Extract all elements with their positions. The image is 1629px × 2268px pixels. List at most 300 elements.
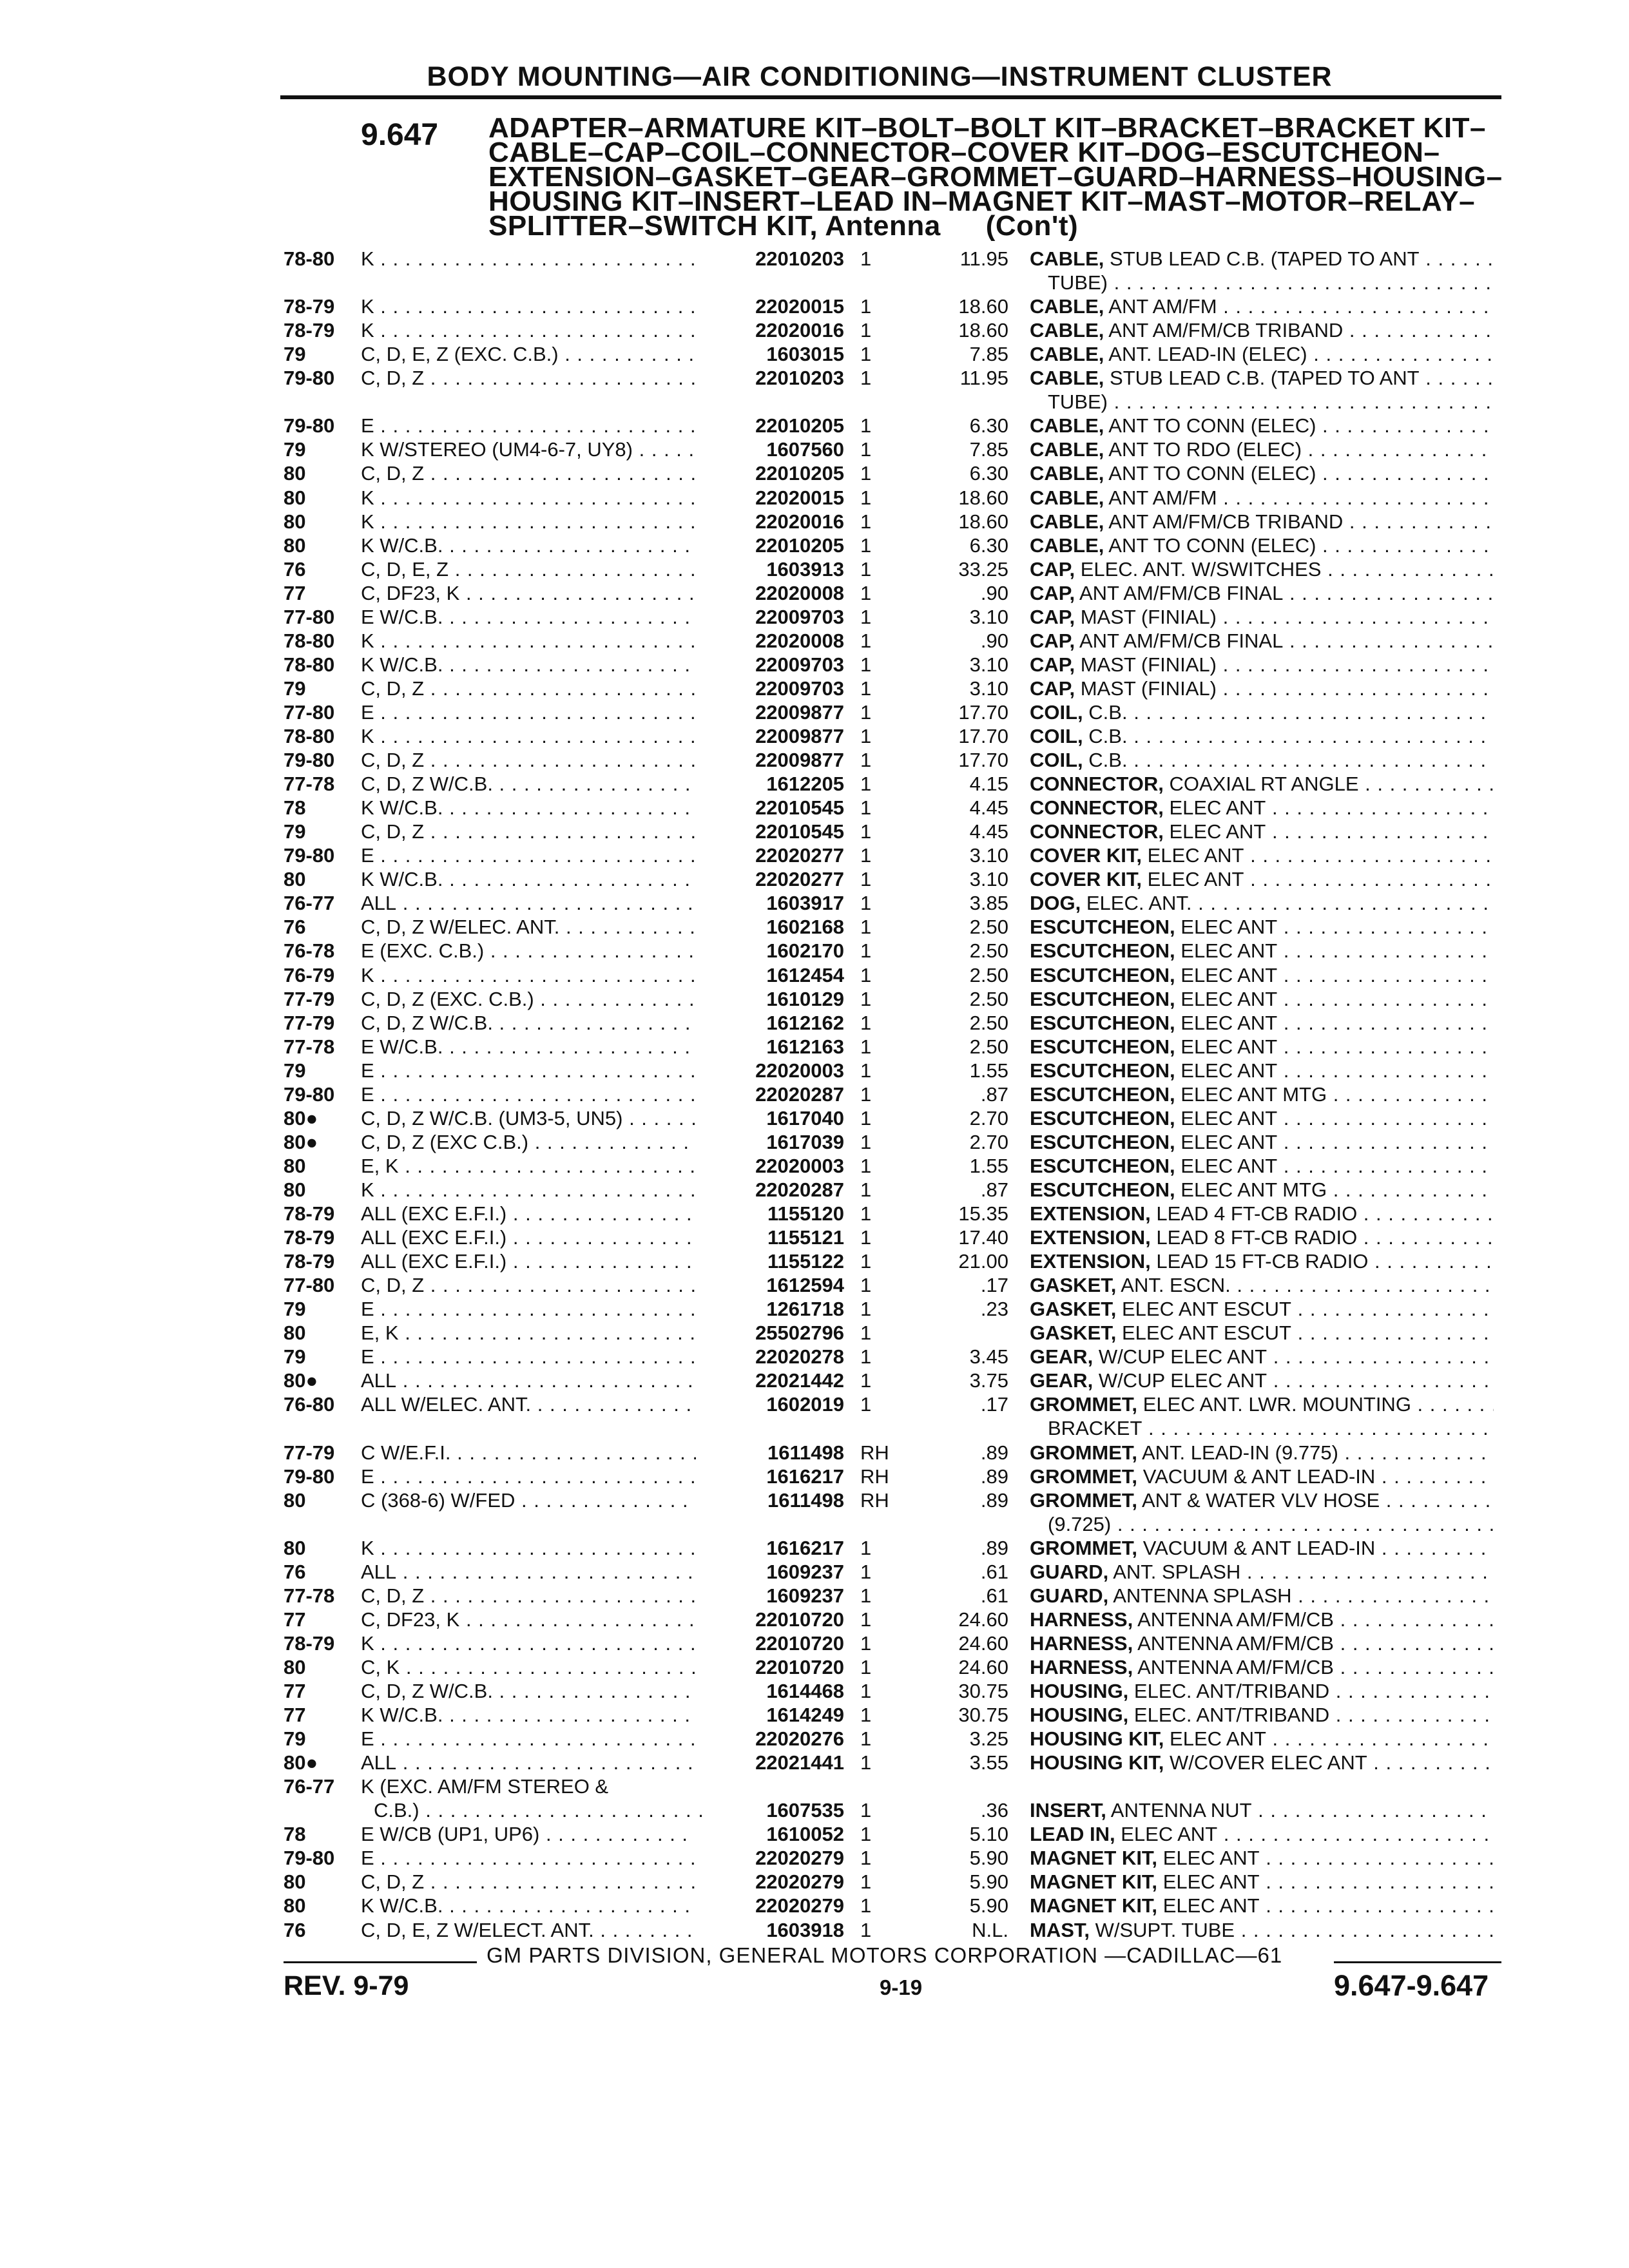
row-description [1030, 1561, 1494, 1584]
row-price: 2.70 [969, 1130, 1008, 1153]
row-part-name: CAP, [1030, 629, 1075, 652]
row-quantity: 1 [860, 1560, 872, 1583]
row-year: 80 [284, 1154, 306, 1177]
row-part-detail: LEAD 4 FT-CB RADIO [1156, 1202, 1358, 1225]
row-price: 4.15 [969, 773, 1008, 796]
row-part-name: CABLE, [1030, 510, 1104, 533]
table-row [0, 606, 1629, 629]
table-row [0, 1870, 1629, 1894]
row-quantity: 1 [860, 677, 872, 700]
table-row [0, 462, 1629, 485]
row-year: 77 [284, 1704, 306, 1727]
row-application: E . . . [361, 1083, 696, 1106]
row-price: .89 [980, 1488, 1008, 1512]
row-part-name: ESCUTCHEON, [1030, 1154, 1175, 1177]
table-row [0, 964, 1629, 987]
row-quantity: 1 [860, 1154, 872, 1177]
table-row [0, 820, 1629, 843]
row-price: 5.90 [969, 1847, 1008, 1870]
row-application: K . . . [361, 510, 696, 533]
row-part-number: 1155120 [767, 1202, 844, 1225]
row-part-number: 1603913 [766, 557, 844, 581]
row-price: 2.50 [969, 939, 1008, 963]
table-row [0, 1012, 1629, 1035]
row-part-name: CONNECTOR, [1030, 796, 1164, 820]
row-quantity: 1 [860, 1799, 872, 1822]
row-quantity: 1 [860, 1250, 872, 1273]
row-part-name: GUARD, [1030, 1584, 1109, 1607]
row-description [1030, 1059, 1494, 1082]
row-part-name: GUARD, [1030, 1560, 1109, 1583]
row-part-detail: ELEC ANT [1181, 1059, 1278, 1082]
row-part-name: COIL, [1030, 700, 1083, 724]
row-description [1030, 868, 1494, 891]
table-row [0, 1274, 1629, 1297]
row-description [1030, 1441, 1494, 1465]
table-row [0, 868, 1629, 891]
row-part-number: 1612454 [766, 963, 844, 986]
row-part-detail: ANT TO CONN (ELEC) [1108, 462, 1316, 485]
row-part-detail: ANT. ESCN. [1121, 1274, 1231, 1297]
table-row [0, 1178, 1629, 1202]
row-part-detail: STUB LEAD C.B. (TAPED TO ANT [1110, 367, 1420, 390]
row-year: 79 [284, 1298, 306, 1321]
row-price: 33.25 [958, 557, 1008, 581]
row-description [1030, 1584, 1494, 1608]
row-quantity: 1 [860, 1870, 872, 1894]
row-description [1030, 534, 1494, 557]
row-application: E . . . [361, 1298, 696, 1321]
row-part-detail: ELEC ANT [1181, 963, 1278, 986]
row-part-number: 1610129 [766, 987, 844, 1010]
row-year: 77 [284, 581, 306, 604]
row-part-detail: ELEC ANT [1181, 1011, 1278, 1034]
row-part-number: 1609237 [766, 1584, 844, 1607]
row-application: K (EXC. AM/FM STEREO & [361, 1775, 609, 1798]
row-price: .89 [980, 1441, 1008, 1464]
row-part-number: 22020287 [755, 1082, 844, 1106]
row-year: 80 [284, 510, 306, 533]
row-quantity: 1 [860, 557, 872, 581]
row-price: 2.50 [969, 963, 1008, 986]
row-year: 80 [284, 1321, 306, 1345]
row-year: 79-80 [284, 1847, 335, 1870]
row-part-number: 22009703 [755, 605, 844, 628]
row-price: 3.10 [969, 653, 1008, 676]
row-quantity: 1 [860, 1369, 872, 1392]
row-description [1030, 701, 1494, 724]
row-part-detail: ELEC. ANT/TRIBAND [1133, 1704, 1330, 1727]
row-application: K W/C.B. . . . [361, 1704, 696, 1727]
row-year: 79-80 [284, 844, 335, 867]
row-price: 15.35 [958, 1202, 1008, 1225]
table-row [0, 677, 1629, 700]
table-row [0, 1155, 1629, 1178]
row-part-number: 1617040 [766, 1106, 844, 1129]
row-description [1030, 1537, 1494, 1560]
row-description [1030, 295, 1494, 318]
row-application: K W/C.B. . . . [361, 653, 696, 677]
row-part-number: 22010205 [755, 414, 844, 437]
row-quantity: 1 [860, 1536, 872, 1559]
row-year: 80 [284, 486, 306, 509]
row-part-detail: ANT. SPLASH [1113, 1560, 1241, 1583]
row-part-number: 22020016 [755, 319, 844, 342]
row-year: 79 [284, 438, 306, 461]
row-part-number: 1155122 [767, 1250, 844, 1273]
row-description [1030, 1083, 1494, 1106]
row-part-detail: LEAD 8 FT-CB RADIO [1156, 1226, 1358, 1249]
row-part-number: 1261718 [766, 1298, 844, 1321]
row-part-name: GROMMET, [1030, 1465, 1138, 1488]
row-part-number: 22010203 [755, 247, 844, 270]
row-description [1030, 629, 1494, 653]
row-year: 77-78 [284, 773, 335, 796]
row-part-name: CABLE, [1030, 533, 1104, 557]
row-part-detail: ELEC. ANT. W/SWITCHES [1080, 557, 1322, 581]
row-price: 1.55 [969, 1154, 1008, 1177]
row-price: 3.25 [969, 1727, 1008, 1751]
row-application: C, D, Z W/C.B. . . . [361, 773, 696, 796]
row-application: K . . . [361, 1537, 696, 1560]
table-row [0, 1656, 1629, 1679]
row-price: 7.85 [969, 438, 1008, 461]
row-part-detail: ELEC. ANT/TRIBAND [1133, 1680, 1330, 1702]
row-quantity: 1 [860, 1608, 872, 1631]
row-price: 7.85 [969, 343, 1008, 366]
row-application: C, D, Z W/ELEC. ANT. . . . [361, 916, 696, 939]
table-row [0, 1537, 1629, 1560]
table-row [0, 939, 1629, 963]
row-part-name: COIL, [1030, 725, 1083, 747]
row-description [1030, 1799, 1494, 1822]
row-part-name: HOUSING KIT, [1030, 1751, 1164, 1774]
row-application: C, D, Z . . . [361, 820, 696, 843]
row-description [1030, 1751, 1494, 1774]
row-part-detail: W/SUPT. TUBE [1095, 1918, 1235, 1941]
row-quantity: 1 [860, 725, 872, 747]
row-part-detail: ELEC ANT [1181, 1130, 1278, 1153]
row-part-name: MAGNET KIT, [1030, 1847, 1158, 1870]
row-part-name: ESCUTCHEON, [1030, 939, 1175, 963]
row-part-name: CAP, [1030, 653, 1075, 676]
row-part-number: 22020015 [755, 295, 844, 318]
row-application: ALL (EXC E.F.I.) . . . [361, 1250, 696, 1273]
row-application: K . . . [361, 964, 696, 987]
row-year: 80● [284, 1106, 318, 1129]
row-part-name: CABLE, [1030, 319, 1104, 342]
row-part-number: 1616217 [766, 1536, 844, 1559]
row-year: 79 [284, 343, 306, 366]
row-quantity: 1 [860, 796, 872, 820]
row-part-name: HOUSING KIT, [1030, 1727, 1164, 1751]
row-description [1030, 892, 1494, 915]
row-year: 76 [284, 916, 306, 939]
row-year: 78-80 [284, 653, 335, 676]
row-part-number: 22010545 [755, 820, 844, 843]
row-part-name: DOG, [1030, 892, 1081, 915]
row-part-detail: ELEC ANT [1147, 868, 1244, 891]
row-part-name: COIL, [1030, 749, 1083, 772]
row-part-name: ESCUTCHEON, [1030, 1130, 1175, 1153]
row-price: 30.75 [958, 1704, 1008, 1727]
row-year: 79 [284, 1059, 306, 1082]
row-part-name: ESCUTCHEON, [1030, 987, 1175, 1010]
row-part-name: LEAD IN, [1030, 1823, 1115, 1846]
row-description [1030, 1465, 1494, 1488]
row-part-name: CAP, [1030, 581, 1075, 604]
row-price: .61 [980, 1584, 1008, 1607]
table-row [0, 1894, 1629, 1917]
row-application: K . . . [361, 486, 696, 510]
row-quantity: 1 [860, 1584, 872, 1607]
heading-line-last [488, 210, 1507, 242]
row-year: 79 [284, 820, 306, 843]
row-description [1030, 1345, 1494, 1369]
row-part-name: GROMMET, [1030, 1488, 1138, 1512]
row-year: 80● [284, 1130, 318, 1153]
row-part-name: MAGNET KIT, [1030, 1870, 1158, 1894]
row-part-name: CAP, [1030, 557, 1075, 581]
table-row [0, 1823, 1629, 1846]
row-part-name: ESCUTCHEON, [1030, 963, 1175, 986]
row-part-name: GASKET, [1030, 1274, 1117, 1297]
row-quantity: 1 [860, 462, 872, 485]
row-part-name: ESCUTCHEON, [1030, 1059, 1175, 1082]
table-row [0, 1393, 1629, 1416]
row-year: 77-79 [284, 1441, 335, 1464]
row-part-number: 1616217 [766, 1465, 844, 1488]
row-quantity: 1 [860, 510, 872, 533]
row-part-number: 22009877 [755, 749, 844, 772]
row-description-continued: TUBE) . . . [1048, 390, 1494, 414]
row-part-number: 1611498 [767, 1488, 844, 1512]
row-quantity: 1 [860, 1751, 872, 1774]
row-price: 2.50 [969, 1011, 1008, 1034]
row-part-number: 22009703 [755, 653, 844, 676]
row-part-detail: ELEC ANT [1181, 1035, 1278, 1058]
row-description [1030, 367, 1494, 390]
row-part-detail: W/CUP ELEC ANT [1098, 1345, 1268, 1369]
row-description [1030, 844, 1494, 867]
row-year: 76-78 [284, 939, 335, 963]
row-part-number: 25502796 [755, 1321, 844, 1345]
table-row-continuation [0, 1417, 1629, 1440]
footer-rule-left [284, 1961, 477, 1963]
table-row [0, 247, 1629, 271]
row-part-name: MAST, [1030, 1918, 1090, 1941]
row-part-number: 1612205 [766, 773, 844, 796]
row-year: 78-79 [284, 319, 335, 342]
row-part-detail: ANT AM/FM [1108, 295, 1217, 318]
table-row [0, 1561, 1629, 1584]
row-quantity: 1 [860, 963, 872, 986]
row-price: 18.60 [958, 295, 1008, 318]
row-application: E . . . [361, 414, 696, 437]
row-part-number: 22020003 [755, 1154, 844, 1177]
row-application: E W/C.B. . . . [361, 606, 696, 629]
row-application: K . . . [361, 319, 696, 342]
row-quantity: 1 [860, 1059, 872, 1082]
row-description [1030, 1298, 1494, 1321]
row-price: .89 [980, 1536, 1008, 1559]
heading-line: EXTENSION–GASKET–GEAR–GROMMET–GUARD–HARNESS–HOUSING– [488, 161, 1503, 193]
table-row [0, 988, 1629, 1011]
row-year: 76-77 [284, 1775, 335, 1798]
row-part-number: 22010205 [755, 533, 844, 557]
row-price: 11.95 [959, 247, 1008, 270]
row-price: 3.45 [969, 1345, 1008, 1369]
row-quantity: 1 [860, 1918, 872, 1941]
row-part-detail: MAST (FINIAL) [1080, 653, 1217, 676]
row-part-detail: ANT AM/FM/CB TRIBAND [1108, 319, 1344, 342]
row-year: 78-79 [284, 1631, 335, 1655]
row-year: 80 [284, 1178, 306, 1201]
row-part-number: 22020277 [755, 868, 844, 891]
row-application: E . . . [361, 701, 696, 724]
row-application: C, D, Z . . . [361, 462, 696, 485]
row-description [1030, 773, 1494, 796]
row-application: C, D, E, Z (EXC. C.B.) . . . [361, 343, 696, 366]
heading-line: HOUSING KIT–INSERT–LEAD IN–MAGNET KIT–MAST–MOTOR–RELAY– [488, 186, 1476, 217]
table-row [0, 653, 1629, 677]
row-description [1030, 916, 1494, 939]
row-part-name: ESCUTCHEON, [1030, 1035, 1175, 1058]
table-row [0, 1226, 1629, 1249]
row-part-detail: ANT AM/FM/CB FINAL [1079, 581, 1284, 604]
row-part-name: ESCUTCHEON, [1030, 1178, 1175, 1201]
row-part-detail: ELEC ANT [1121, 1823, 1218, 1846]
row-application: K W/C.B. . . . [361, 1894, 696, 1917]
row-price: .61 [980, 1560, 1008, 1583]
row-description [1030, 319, 1494, 342]
row-part-name: CAP, [1030, 677, 1075, 700]
table-row [0, 295, 1629, 318]
row-year: 78-79 [284, 1226, 335, 1249]
table-row [0, 1919, 1629, 1942]
heading-line: CABLE–CAP–COIL–CONNECTOR–COVER KIT–DOG–ESCUTCHEON– [488, 137, 1440, 168]
row-description [1030, 1321, 1494, 1345]
row-part-name: HARNESS, [1030, 1631, 1133, 1655]
table-row [0, 1847, 1629, 1870]
row-quantity: 1 [860, 319, 872, 342]
row-part-number: 1617039 [766, 1130, 844, 1153]
row-description [1030, 725, 1494, 748]
table-row [0, 319, 1629, 342]
row-part-detail: W/COVER ELEC ANT [1170, 1751, 1367, 1774]
row-part-name: EXTENSION, [1030, 1226, 1151, 1249]
row-description [1030, 1178, 1494, 1202]
row-part-detail: ELEC ANT MTG [1181, 1082, 1327, 1106]
row-year: 76 [284, 1918, 306, 1941]
row-part-name: GEAR, [1030, 1345, 1094, 1369]
row-year: 80 [284, 868, 306, 891]
row-quantity: 1 [860, 1655, 872, 1678]
row-part-number: 1603917 [766, 892, 844, 915]
row-price: 1.55 [969, 1059, 1008, 1082]
row-application: K . . . [361, 295, 696, 318]
page-header-title: BODY MOUNTING—AIR CONDITIONING—INSTRUMENT CLUSTER [427, 61, 1333, 92]
row-quantity: 1 [860, 773, 872, 796]
row-part-detail: MAST (FINIAL) [1080, 605, 1217, 628]
table-row [0, 343, 1629, 366]
row-price: .89 [980, 1465, 1008, 1488]
row-part-number: 22009877 [755, 700, 844, 724]
row-quantity: 1 [860, 1274, 872, 1297]
row-quantity: 1 [860, 1393, 872, 1416]
row-part-number: 22020015 [755, 486, 844, 509]
row-part-number: 22010720 [755, 1655, 844, 1678]
row-description [1030, 1680, 1494, 1703]
row-year: 78-80 [284, 725, 335, 747]
row-part-detail: VACUUM & ANT LEAD-IN [1142, 1465, 1376, 1488]
table-row [0, 1465, 1629, 1488]
row-part-name: HARNESS, [1030, 1608, 1133, 1631]
row-quantity: 1 [860, 581, 872, 604]
table-row [0, 1632, 1629, 1655]
table-row [0, 892, 1629, 915]
row-price: .90 [980, 629, 1008, 652]
row-quantity: 1 [860, 1011, 872, 1034]
row-quantity: 1 [860, 1226, 872, 1249]
row-application: E W/CB (UP1, UP6) . . . [361, 1823, 696, 1846]
row-year: 79-80 [284, 1465, 335, 1488]
row-part-detail: ANT. LEAD-IN (9.775) [1141, 1441, 1338, 1464]
row-part-detail: ANT AM/FM [1108, 486, 1217, 509]
row-part-name: GASKET, [1030, 1321, 1117, 1345]
row-part-name: HARNESS, [1030, 1655, 1133, 1678]
row-quantity: 1 [860, 916, 872, 939]
table-row [0, 1441, 1629, 1465]
table-row [0, 916, 1629, 939]
table-row [0, 367, 1629, 390]
row-application: C, D, Z . . . [361, 749, 696, 772]
row-part-number: 1611498 [767, 1441, 844, 1464]
row-quantity: 1 [860, 1321, 872, 1345]
row-year: 79-80 [284, 749, 335, 772]
row-quantity: 1 [860, 414, 872, 437]
row-year: 77 [284, 1680, 306, 1702]
row-part-number: 1607560 [766, 438, 844, 461]
footer-section-range: 9.647-9.647 [1334, 1969, 1489, 2002]
row-part-detail: ANTENNA SPLASH [1113, 1584, 1292, 1607]
row-year: 80 [284, 1488, 306, 1512]
row-price: 3.55 [969, 1751, 1008, 1774]
row-part-detail: ELEC ANT [1147, 844, 1244, 867]
row-description [1030, 1894, 1494, 1917]
row-quantity: 1 [860, 295, 872, 318]
row-quantity: 1 [860, 1727, 872, 1751]
row-price: 2.50 [969, 1035, 1008, 1058]
row-part-number: 1155121 [767, 1226, 844, 1249]
row-application: C, D, E, Z W/ELECT. ANT. . . . [361, 1919, 696, 1942]
row-part-name: ESCUTCHEON, [1030, 1011, 1175, 1034]
row-description [1030, 1656, 1494, 1679]
row-price: 3.75 [969, 1369, 1008, 1392]
row-part-number: 1614249 [766, 1704, 844, 1727]
row-year: 77-80 [284, 1274, 335, 1297]
table-row [0, 749, 1629, 772]
row-quantity: 1 [860, 1704, 872, 1727]
footer-publisher: GM PARTS DIVISION, GENERAL MOTORS CORPORATION —CADILLAC—61 [487, 1943, 1283, 1967]
row-quantity: 1 [860, 1680, 872, 1702]
table-row [0, 1321, 1629, 1345]
row-part-name: EXTENSION, [1030, 1250, 1151, 1273]
row-part-detail: ELEC ANT [1162, 1870, 1260, 1894]
row-application: ALL . . . [361, 892, 696, 915]
row-part-detail: ELEC ANT [1162, 1894, 1260, 1917]
row-application: K W/STEREO (UM4-6-7, UY8) . . . [361, 438, 696, 461]
